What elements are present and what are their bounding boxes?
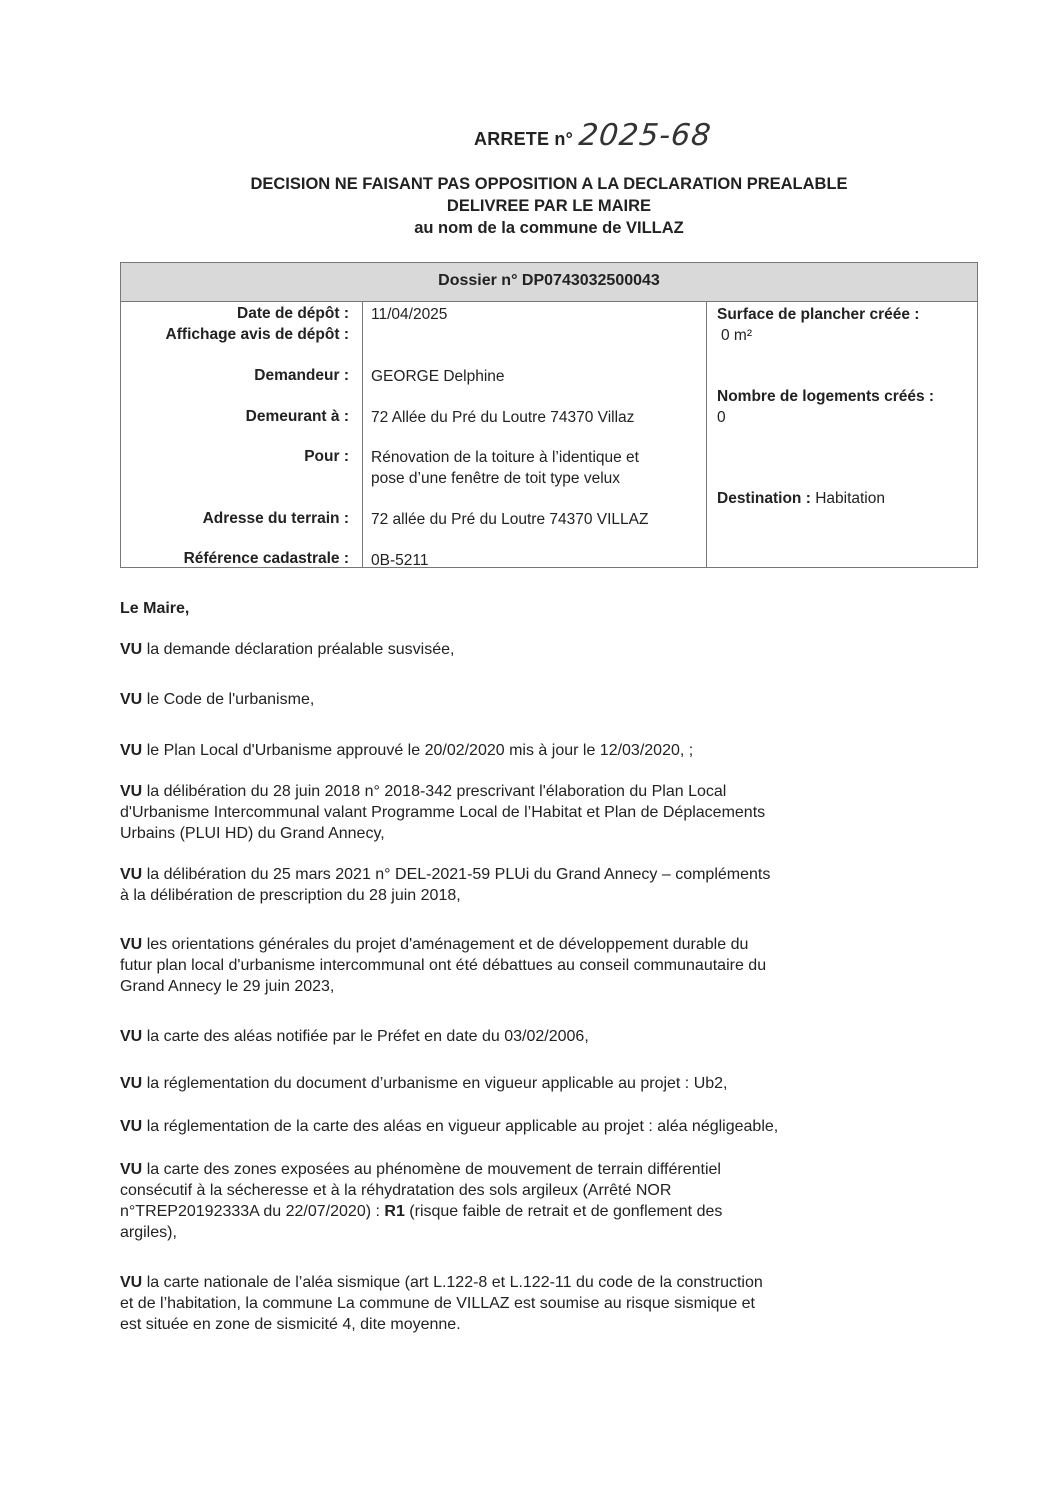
arrete-label: ARRETE n°: [474, 129, 573, 149]
logements-value: 0: [717, 409, 726, 426]
vu-paragraph: VU la demande déclaration préalable susvisée,: [120, 641, 455, 658]
label-adresse-terrain: Adresse du terrain :: [202, 510, 349, 527]
vu-paragraph-cont: d'Urbanisme Intercommunal valant Programme Local de l’Habitat et Plan de Déplacements: [120, 804, 766, 821]
arrete-heading: [474, 118, 714, 153]
vu-paragraph: VU la carte des zones exposées au phénomène de mouvement de terrain différentiel: [120, 1161, 721, 1178]
vu-paragraph-cont: argiles),: [120, 1224, 177, 1241]
vu-paragraph: VU la délibération du 28 juin 2018 n° 2018-342 prescrivant l'élaboration du Plan Local: [120, 783, 727, 800]
decision-title: [120, 173, 978, 239]
vu-paragraph: VU le Code de l'urbanisme,: [120, 691, 315, 708]
label-demeurant: Demeurant à :: [245, 408, 349, 425]
vu-paragraph: VU la réglementation de la carte des aléas en vigueur applicable au projet : aléa négligeable,: [120, 1118, 779, 1135]
vu-paragraph-cont: futur plan local d'urbanisme intercommunal ont été débattues au conseil communautaire du: [120, 957, 767, 974]
dossier-table: [120, 262, 978, 568]
vu-paragraph-cont: à la délibération de prescription du 28 juin 2018,: [120, 887, 461, 904]
vu-paragraph: VU la carte nationale de l’aléa sismique (art L.122-8 et L.122-11 du code de la construction: [120, 1274, 763, 1291]
vu-paragraph-cont: n°TREP20192333A du 22/07/2020) : R1 (risque faible de retrait et de gonflement des: [120, 1203, 723, 1220]
destination-label: Destination :: [717, 490, 811, 507]
value-demeurant: 72 Allée du Pré du Loutre 74370 Villaz: [371, 409, 635, 426]
value-pour-line-2: pose d’une fenêtre de toit type velux: [371, 470, 621, 487]
label-affichage: Affichage avis de dépôt :: [165, 326, 349, 343]
label-date-depot: Date de dépôt :: [237, 305, 349, 322]
value-reference-cadastrale: 0B-5211: [371, 552, 429, 569]
value-pour-line-1: Rénovation de la toiture à l’identique et: [371, 449, 639, 466]
vu-paragraph-cont: et de l’habitation, la commune La commune de VILLAZ est soumise au risque sismique et: [120, 1295, 755, 1312]
vu-paragraph: VU le Plan Local d'Urbanisme approuvé le 20/02/2020 mis à jour le 12/03/2020, ;: [120, 742, 694, 759]
vu-paragraph: VU la délibération du 25 mars 2021 n° DEL-2021-59 PLUi du Grand Annecy – compléments: [120, 866, 771, 883]
label-demandeur: Demandeur :: [254, 367, 349, 384]
logements-label: Nombre de logements créés :: [717, 388, 935, 405]
vu-paragraph-cont: est située en zone de sismicité 4, dite moyenne.: [120, 1316, 461, 1333]
destination: [717, 488, 885, 509]
dossier-header: Dossier n° DP0743032500043: [121, 263, 977, 302]
value-demandeur: GEORGE Delphine: [371, 368, 505, 385]
le-maire: Le Maire,: [120, 600, 190, 617]
vu-paragraph: VU la réglementation du document d’urbanisme en vigueur applicable au projet : Ub2,: [120, 1075, 728, 1092]
surface-value: 0 m²: [721, 327, 752, 344]
vu-paragraph: VU la carte des aléas notifiée par le Préfet en date du 03/02/2006,: [120, 1028, 589, 1045]
column-divider: [362, 301, 363, 567]
arrete-number-handwritten: 2025-68: [577, 118, 714, 153]
value-adresse-terrain: 72 allée du Pré du Loutre 74370 VILLAZ: [371, 511, 649, 528]
vu-paragraph-cont: Urbains (PLUI HD) du Grand Annecy,: [120, 825, 385, 842]
destination-value: Habitation: [815, 490, 885, 507]
vu-paragraph-cont: Grand Annecy le 29 juin 2023,: [120, 978, 335, 995]
vu-paragraph: VU les orientations générales du projet d'aménagement et de développement durable du: [120, 936, 749, 953]
vu-paragraph-cont: consécutif à la sécheresse et à la réhydratation des sols argileux (Arrêté NOR: [120, 1182, 672, 1199]
label-reference-cadastrale: Référence cadastrale :: [183, 550, 349, 567]
title-line-1: DECISION NE FAISANT PAS OPPOSITION A LA DECLARATION PREALABLE: [250, 175, 848, 193]
title-line-3: au nom de la commune de VILLAZ: [414, 219, 684, 237]
label-pour: Pour :: [304, 448, 349, 465]
value-date-depot: 11/04/2025: [371, 306, 448, 323]
surface-label: Surface de plancher créée :: [717, 306, 920, 323]
column-divider: [706, 301, 707, 567]
title-line-2: DELIVREE PAR LE MAIRE: [446, 197, 652, 215]
